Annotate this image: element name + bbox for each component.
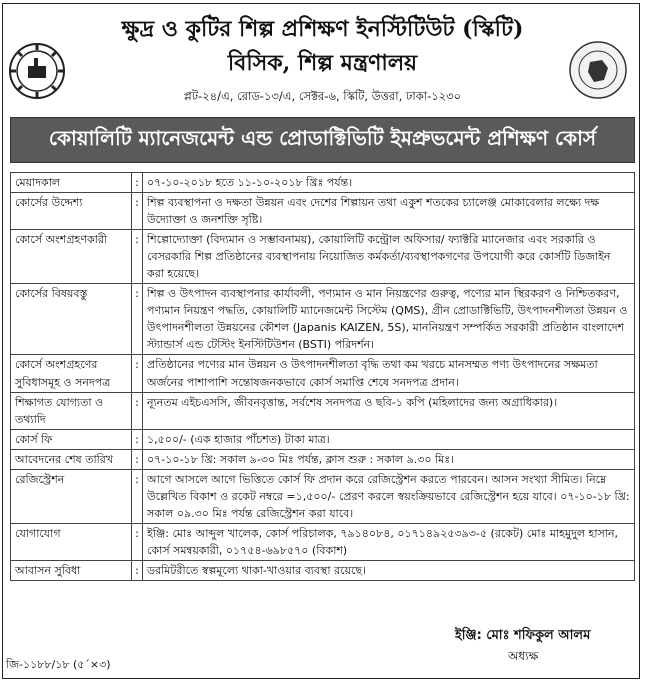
row-value: ০৭-১০-১৮ খ্রি: সকাল ৯-৩০ মিঃ পর্যন্ত, ক্লাস শুরু : সকাল ৯.৩০ মিঃ। xyxy=(143,449,635,469)
row-value: শিল্পোদ্যোক্তা (বিদ্যমান ও সম্ভাবনাময়), কোয়ালিটি কন্ট্রোল অফিসার/ ফ্যাক্টরি ম্যানেজার এবং সরকারি ও বেসরকারি শিল্প প্রতিষ্ঠানের ব্যবস্থাপনায় নিয়োজিত কর্মকর্তা/ব্যবস্থাপকগণের উপযোগী করে কোর্সটি ডিজাইন করা হয়েছে। xyxy=(143,230,635,284)
row-label: যোগাযোগ xyxy=(11,523,132,560)
row-colon: : xyxy=(132,429,143,449)
row-colon: : xyxy=(132,392,143,429)
row-value: ডরমিটরীতে স্বল্পমূল্যে থাকা-খাওয়ার ব্যবস্থা রয়েছে। xyxy=(143,560,635,580)
row-label: রেজিস্ট্রেশন xyxy=(11,469,132,523)
row-colon: : xyxy=(132,230,143,284)
institute-title: ক্ষুদ্র ও কুটির শিল্প প্রশিক্ষণ ইনস্টিটিউট (স্কিটি) xyxy=(121,16,524,42)
table-row xyxy=(11,469,635,523)
row-colon: : xyxy=(132,284,143,355)
table-row xyxy=(11,173,635,193)
row-label: কোর্সে অংশগ্রহণের সুবিধাসমূহ ও সনদপত্র xyxy=(11,355,132,392)
row-value: ১,৫০০/- (এক হাজার পাঁচশত) টাকা মাত্র। xyxy=(143,429,635,449)
row-label: শিক্ষাগত যোগ্যতা ও তথ্যাদি xyxy=(11,392,132,429)
row-label: কোর্সে অংশগ্রহণকারী xyxy=(11,230,132,284)
course-info-table xyxy=(10,172,635,581)
row-colon: : xyxy=(132,193,143,230)
ministry-title: বিসিক, শিল্প মন্ত্রণালয় xyxy=(227,50,418,76)
table-row xyxy=(11,230,635,284)
signatory-designation: অধ্যক্ষ xyxy=(508,649,539,663)
row-colon: : xyxy=(132,560,143,580)
row-colon: : xyxy=(132,173,143,193)
row-value: প্রতিষ্ঠানের পণ্যের মান উন্নয়ন ও উৎপাদনশীলতা বৃদ্ধি তথা কম খরচে মানসম্মত পণ্য উৎপাদনের সক্ষমতা অর্জনের পাশাপাশি সন্তোষজনকভাবে কোর্স সমাপ্তি শেষে সনদপত্র প্রদান। xyxy=(143,355,635,392)
row-label: কোর্স ফি xyxy=(11,429,132,449)
table-row xyxy=(11,355,635,392)
course-banner: কোয়ালিটি ম্যানেজমেন্ট এন্ড প্রোডাক্টিভিটি ইমপ্রুভমেন্ট প্রশিক্ষণ কোর্স xyxy=(10,117,635,163)
row-colon: : xyxy=(132,469,143,523)
row-colon: : xyxy=(132,449,143,469)
table-row xyxy=(11,193,635,230)
row-value: ০৭-১০-২০১৮ হতে ১১-১০-২০১৮ খ্রিঃ পর্যন্ত। xyxy=(143,173,635,193)
row-colon: : xyxy=(132,355,143,392)
row-value: ইঞ্জি: মোঃ আব্দুল খালেক, কোর্স পরিচালক, ৭৯১৪০৮৪, ০১৭১৪৯২৫৩৯৩-৫ (রকেট) মোঃ মাহমুদুল হাসান, কোর্স সমন্বয়কারী, ০১৭৫৪-৬৯৮৫৭০ (বিকাশ) xyxy=(143,523,635,560)
row-label: মেয়াদকাল xyxy=(11,173,132,193)
row-label: আবাসন সুবিধা xyxy=(11,560,132,580)
row-value: শিল্প ও উৎপাদন ব্যবস্থাপনার কার্যাবলী, পণ্যমান ও মান নিয়ন্ত্রণের গুরুত্ব, পণ্যের মান স্থিরকরণ ও নিশ্চিতকরণ, পণ্যমান নিয়ন্ত্রণ পদ্ধতি, কোয়ালিটি ম্যানেজমেন্ট সিস্টেম (QMS), গ্রীন প্রোডাক্টিভিটি, উৎপাদনশীলতা উন্নয়ন ও উৎপাদনশীলতা উন্নয়নের কৌশল (Japanis KAIZEN, 5S), মাননিয়ন্ত্রণ সম্পর্কিত সরকারী প্রতিষ্ঠান বাংলাদেশ স্ট্যান্ডার্স এন্ড টেস্টিং ইনস্টিটিউশন (BSTI) পরিদর্শন। xyxy=(143,284,635,355)
row-label: আবেদনের শেষ তারিখ xyxy=(11,449,132,469)
row-label: কোর্সের উদ্দেশ্য xyxy=(11,193,132,230)
row-colon: : xyxy=(132,523,143,560)
institute-address: প্লট-২৪/এ, রোড-১৩/এ, সেক্টর-৬, স্কিটি, উত্তরা, ঢাকা-১২৩০ xyxy=(183,89,462,103)
table-row xyxy=(11,523,635,560)
signatory-name: ইঞ্জি: মোঃ শফিকুল আলম xyxy=(455,628,591,643)
reference-number: জি-১১৮৮/১৮ (৫´×৩) xyxy=(6,658,111,671)
row-value: শিল্প ব্যবস্থাপনা ও দক্ষতা উন্নয়ন এবং দেশের শিল্পায়ন তথা একুশ শতকের চ্যালেঞ্জ মোকাবেলার লক্ষ্যে দক্ষ উদ্যোক্তা ও জনশক্তি সৃষ্টি। xyxy=(143,193,635,230)
row-value: ন্যূনতম এইচএসসি, জীবনবৃত্তান্ত, সর্বশেষ সনদপত্র ও ছবি-১ কপি (মহিলাদের জন্য অগ্রাধিকার)। xyxy=(143,392,635,429)
row-value: আগে আসলে আগে ভিত্তিতে কোর্স ফি প্রদান করে রেজিস্ট্রেশন করতে পারবেন। আসন সংখ্যা সীমিত। নিম্নে উল্লেখিত বিকাশ ও রকেট নম্বরে =১,৫০০/- প্রেরণ করলে স্বয়ংক্রিয়ভাবে রেজিস্ট্রেশন হয়ে যাবে। ০৭-১০-১৮ খ্রি: সকাল ০৯.৩০ মিঃ পর্যন্ত রেজিস্ট্রেশন করা যাবে। xyxy=(143,469,635,523)
row-label: কোর্সের বিষয়বস্তু xyxy=(11,284,132,355)
table-row xyxy=(11,429,635,449)
table-row xyxy=(11,392,635,429)
table-row xyxy=(11,560,635,580)
table-row xyxy=(11,284,635,355)
table-row xyxy=(11,449,635,469)
